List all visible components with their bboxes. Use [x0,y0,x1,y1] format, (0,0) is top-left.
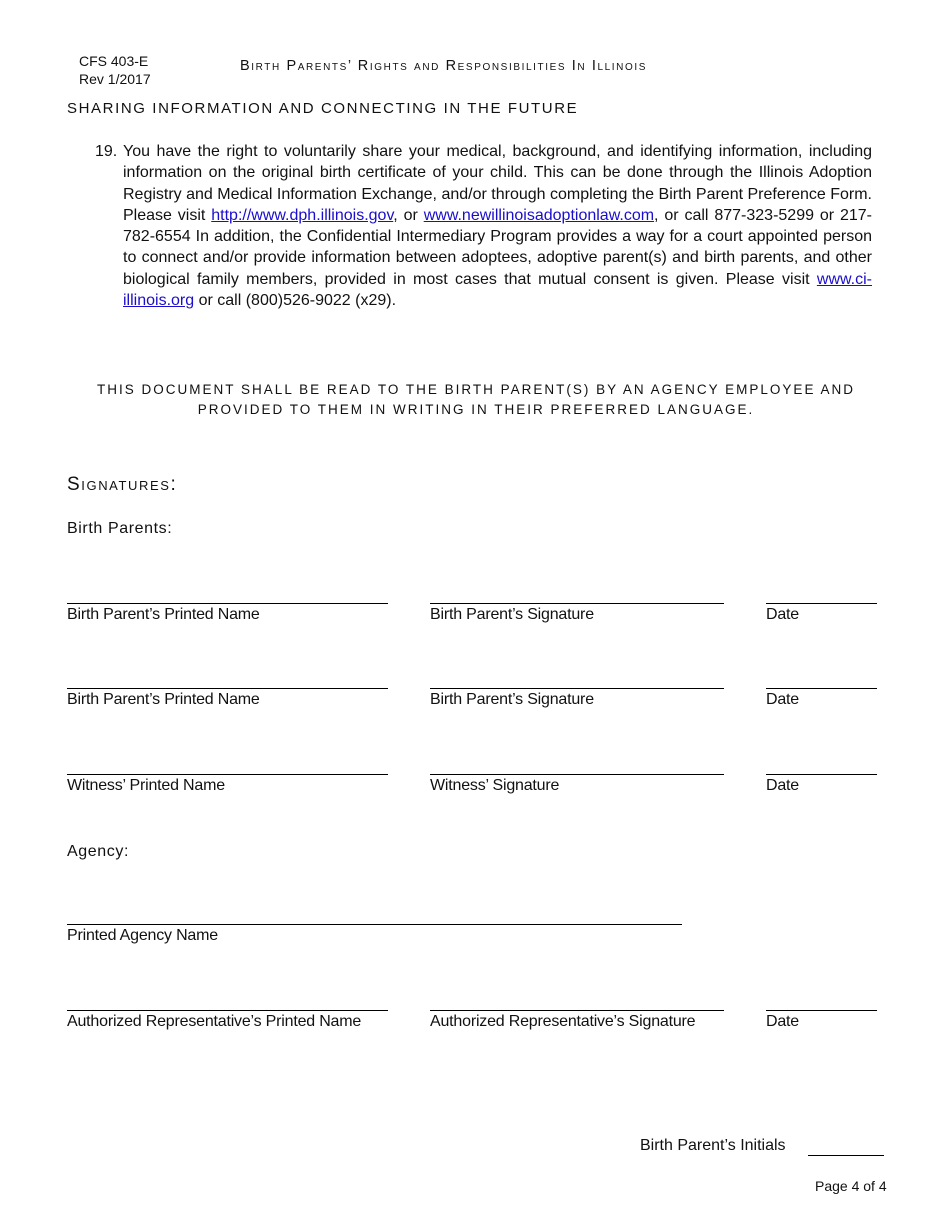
initials-line[interactable] [808,1155,884,1156]
item-text-part: , or [393,206,424,224]
date-label: Date [766,1013,799,1030]
witness-signature-label: Witness’ Signature [430,777,560,794]
ci-illinois-link[interactable]: www.ci-illinois.org [123,270,872,310]
agency-name-line[interactable] [67,924,682,925]
section-heading: SHARING INFORMATION AND CONNECTING IN THE FUTURE [67,100,579,117]
form-code-block [79,52,151,88]
date-line[interactable] [766,1010,877,1011]
item-text-part: , or call 877-323-5299 or 217-782-6554 In addition, the Confidential Intermediary Program provides a way for a court appointed person to connect and/or provide information between adoptees, adoptive parent(s) and birth parents, and other biological family members, provided in most cases that mutual consent is given. Please visit [123,206,873,288]
date-line[interactable] [766,688,877,689]
birth-parents-label: Birth Parents: [67,520,173,537]
form-revision: Rev 1/2017 [79,71,151,87]
dph-link[interactable]: http://www.dph.illinois.gov [211,206,394,224]
date-label: Date [766,691,799,708]
name-line[interactable] [67,1010,388,1011]
signature-line[interactable] [430,688,724,689]
signature-label: Birth Parent’s Signature [430,691,594,708]
signatures-heading: Signatures: [67,474,178,495]
signature-line[interactable] [430,1010,724,1011]
item-text-part: or call (800)526-9022 (x29). [194,292,397,310]
item-text [123,141,872,311]
name-line[interactable] [67,603,388,604]
representative-signature-label: Authorized Representative’s Signature [430,1013,696,1030]
name-label: Birth Parent’s Printed Name [67,606,260,623]
item-text-part: You have the right to voluntarily share your medical, background, and identifying information, including information on the original birth certificate of your child. This can be done through the Illinois Adoption Registry and Medical Information Exchange, and/or through completing the Birth Parent Preference Form. Please visit [123,143,872,224]
document-title: Birth Parents’ Rights and Responsibilities In Illinois [240,58,648,74]
signature-line[interactable] [430,603,724,604]
name-line[interactable] [67,688,388,689]
adoption-law-link[interactable]: www.newillinoisadoptionlaw.com [423,206,655,224]
initials-label: Birth Parent’s Initials [640,1137,786,1154]
witness-name-label: Witness’ Printed Name [67,777,225,794]
date-line[interactable] [766,774,877,775]
list-item-19 [95,141,872,311]
agency-label: Agency: [67,843,130,860]
date-line[interactable] [766,603,877,604]
item-number: 19. [95,143,118,160]
representative-name-label: Authorized Representative’s Printed Name [67,1013,362,1030]
reading-notice: THIS DOCUMENT SHALL BE READ TO THE BIRTH PARENT(S) BY AN AGENCY EMPLOYEE AND PROVIDED TO THEM IN WRITING IN THEIR PREFERRED LANGUAGE. [97,382,855,417]
form-code: CFS 403-E [79,53,149,69]
date-label: Date [766,606,799,623]
signature-line[interactable] [430,774,724,775]
agency-name-label: Printed Agency Name [67,927,218,944]
name-line[interactable] [67,774,388,775]
name-label: Birth Parent’s Printed Name [67,691,260,708]
date-label: Date [766,777,799,794]
signature-label: Birth Parent’s Signature [430,606,594,623]
page-number: Page 4 of 4 [815,1178,887,1194]
